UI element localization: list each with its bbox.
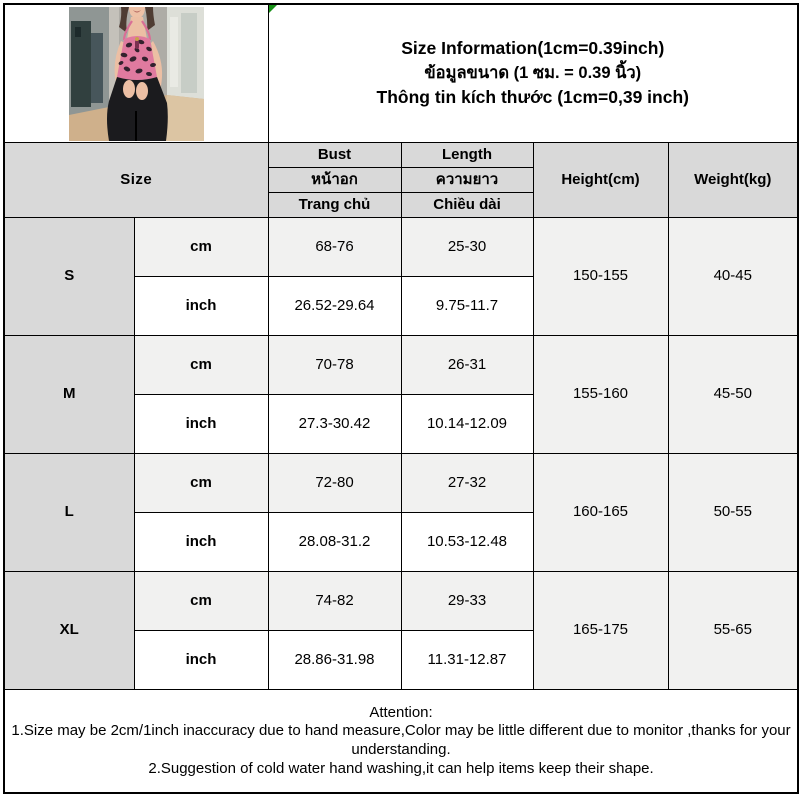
length-cm-s: 25-30 [401,218,533,277]
height-l: 160-165 [533,454,668,572]
size-label-xl: XL [4,572,134,690]
weight-xl: 55-65 [668,572,798,690]
height-header: Height(cm) [533,143,668,218]
unit-inch: inch [134,513,268,572]
height-xl: 165-175 [533,572,668,690]
height-m: 155-160 [533,336,668,454]
weight-s: 40-45 [668,218,798,336]
length-header-en: Length [401,143,533,168]
length-header-vi: Chiều dài [401,193,533,218]
table-row-xl-cm [4,572,798,631]
size-info-title-en: Size Information(1cm=0.39inch) [401,38,665,59]
attention-title: Attention: [369,703,433,721]
size-label-l: L [4,454,134,572]
model-photo-illustration [69,7,204,141]
unit-cm: cm [134,454,268,513]
weight-l: 50-55 [668,454,798,572]
length-header-th: ความยาว [401,168,533,193]
length-inch-xl: 11.31-12.87 [401,631,533,690]
length-cm-l: 27-32 [401,454,533,513]
length-cm-m: 26-31 [401,336,533,395]
bust-cm-s: 68-76 [268,218,401,277]
attention-line-2: 2.Suggestion of cold water hand washing,it can help items keep their shape. [148,759,654,777]
size-information-header-cell [268,4,798,143]
unit-inch: inch [134,395,268,454]
size-info-title-vi: Thông tin kích thước (1cm=0,39 inch) [376,86,689,107]
table-row-l-cm [4,454,798,513]
size-chart-table [3,3,799,794]
table-row-m-cm [4,336,798,395]
size-column-header: Size [4,143,268,218]
bust-inch-l: 28.08-31.2 [268,513,401,572]
weight-header: Weight(kg) [668,143,798,218]
length-cm-xl: 29-33 [401,572,533,631]
length-inch-m: 10.14-12.09 [401,395,533,454]
length-inch-l: 10.53-12.48 [401,513,533,572]
bust-cm-l: 72-80 [268,454,401,513]
bust-cm-m: 70-78 [268,336,401,395]
product-photo [5,5,268,142]
bust-header-th: หน้าอก [268,168,401,193]
height-s: 150-155 [533,218,668,336]
unit-cm: cm [134,218,268,277]
unit-cm: cm [134,572,268,631]
length-inch-s: 9.75-11.7 [401,277,533,336]
size-info-title-th: ข้อมูลขนาด (1 ซม. = 0.39 นิ้ว) [424,64,642,83]
attention-note-cell [4,690,798,794]
unit-inch: inch [134,277,268,336]
weight-m: 45-50 [668,336,798,454]
product-photo-cell [4,4,268,143]
bust-cm-xl: 74-82 [268,572,401,631]
size-label-m: M [4,336,134,454]
attention-line-1: 1.Size may be 2cm/1inch inaccuracy due to hand measure,Color may be little different due to monitor ,thanks for your understanding. [11,722,791,758]
bust-header-vi: Trang chủ [268,193,401,218]
size-label-s: S [4,218,134,336]
bust-inch-m: 27.3-30.42 [268,395,401,454]
green-corner-marker [269,5,277,13]
table-row-s-cm [4,218,798,277]
bust-header-en: Bust [268,143,401,168]
unit-inch: inch [134,631,268,690]
unit-cm: cm [134,336,268,395]
bust-inch-s: 26.52-29.64 [268,277,401,336]
bust-inch-xl: 28.86-31.98 [268,631,401,690]
